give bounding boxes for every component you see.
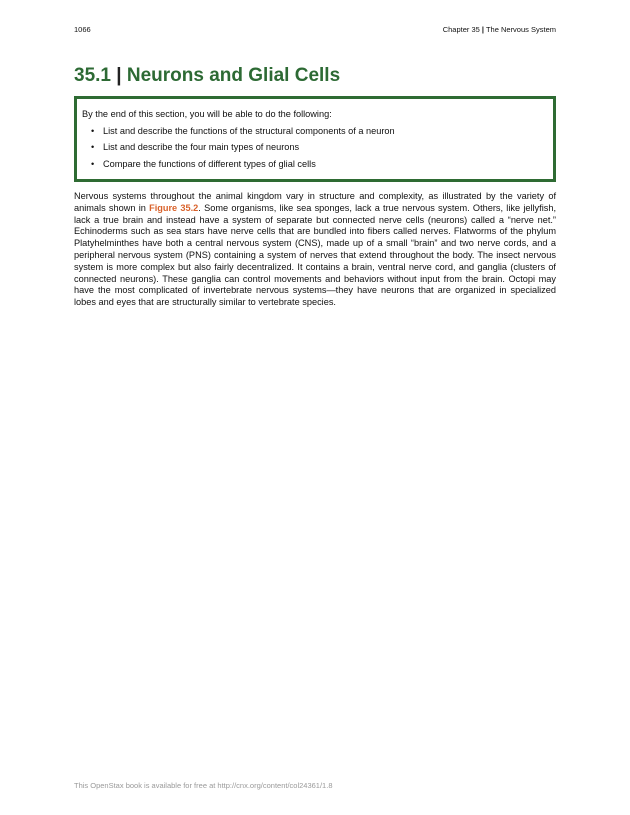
learning-objective-text: List and describe the four main types of neurons bbox=[103, 142, 300, 153]
body-paragraph bbox=[74, 191, 556, 309]
chapter-title: The Nervous System bbox=[485, 25, 556, 34]
section-title-text: Neurons and Glial Cells bbox=[126, 65, 341, 86]
bullet-icon: • bbox=[91, 158, 95, 169]
learning-objectives-intro: By the end of this section, you will be able to do the following: bbox=[82, 109, 332, 119]
footer-note: This OpenStax book is available for free at http://cnx.org/content/col24361/1.8 bbox=[74, 781, 333, 790]
learning-objectives-list bbox=[77, 125, 547, 174]
learning-objective-item bbox=[77, 141, 547, 157]
learning-objective-item bbox=[77, 125, 547, 141]
running-head bbox=[443, 25, 556, 35]
learning-objective-text: Compare the functions of different types of glial cells bbox=[103, 158, 316, 169]
section-title bbox=[74, 64, 340, 88]
body-text-before-link: Nervous systems throughout the animal kingdom vary in structure and complexity, as illustrated by the variety of animals shown in bbox=[74, 191, 556, 213]
bullet-icon: • bbox=[91, 142, 95, 153]
page-number: 1066 bbox=[74, 25, 91, 34]
chapter-label: Chapter 35 bbox=[442, 25, 480, 34]
figure-link[interactable]: Figure 35.2 bbox=[149, 202, 199, 213]
learning-objective-item bbox=[77, 158, 547, 174]
bullet-icon: • bbox=[91, 126, 95, 136]
section-title-separator: | bbox=[116, 65, 122, 86]
learning-objective-text: List and describe the functions of the structural components of a neuron bbox=[103, 126, 395, 136]
section-number: 35.1 bbox=[74, 65, 111, 86]
body-text-after-link: . Some organisms, like sea sponges, lack a true nervous system. Others, like jellyfish, lack a true brain and instead have a system of separate but connected nerve cells (neurons) called a “nerve net.” Echinoderms such as sea stars have nerve cells that are bundled into fibers called nerves. Flatworms of the phylum Platyhelminthes have both a central nervous system (CNS), made up of a small “brain” and two nerve cords, and a peripheral nervous system (PNS) containing a system of nerves that extend throughout the body. The insect nervous system is more complex but also fairly decentralized. It contains a brain, ventral nerve cord, and ganglia (clusters of connected neurons). These ganglia can control movements and behaviors without input from the brain. Octopi may have the most complicated of invertebrate nervous systems—they have neurons that are organized in specialized lobes and eyes that are structurally similar to vertebrate species. bbox=[74, 202, 556, 308]
learning-objectives-box bbox=[74, 96, 556, 182]
running-head-separator: | bbox=[481, 25, 485, 34]
